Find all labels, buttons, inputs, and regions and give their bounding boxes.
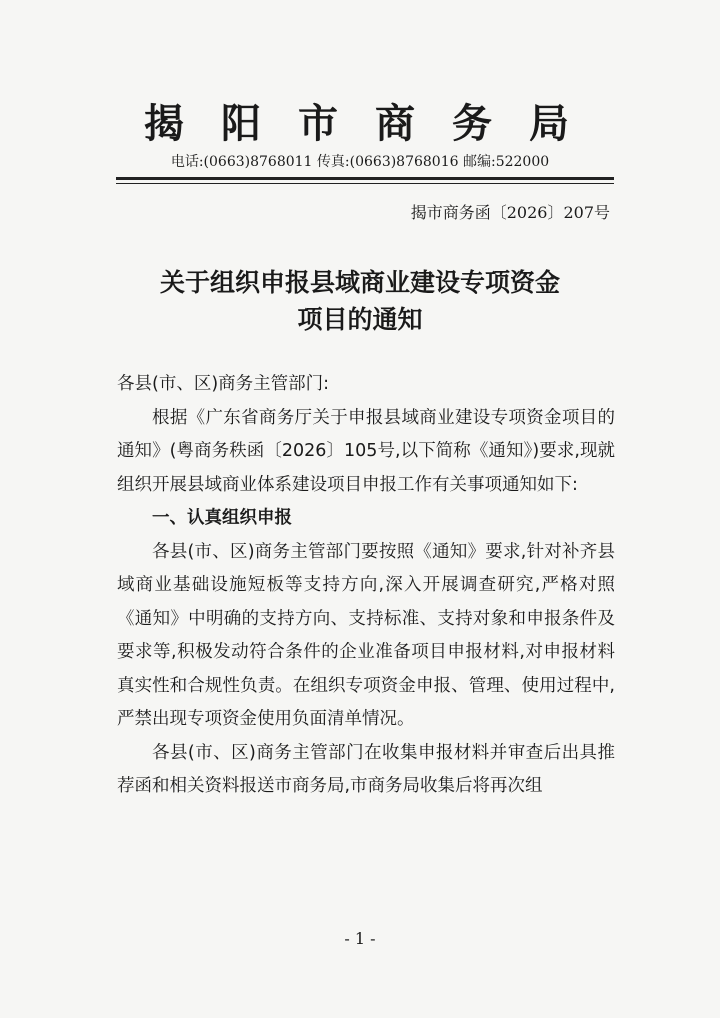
document-body (117, 368, 615, 804)
header-rule-thin (116, 183, 614, 184)
header-rule-thick (116, 177, 614, 180)
paragraph-intro: 根据《广东省商务厅关于申报县域商业建设专项资金项目的通知》(粤商务秩函〔2026〕105号,以下简称《通知》)要求,现就组织开展县域商业体系建设项目申报工作有关事项通知如下: (117, 407, 615, 495)
page-number: - 1 - (344, 929, 376, 948)
contact-line: 电话:(0663)8768011 传真:(0663)8768016 邮编:522000 (170, 154, 550, 170)
paragraph-submission: 各县(市、区)商务主管部门在收集申报材料并审查后出具推荐函和相关资料报送市商务局,市商务局收集后将再次组 (117, 742, 615, 796)
document-number: 揭市商务函〔2026〕207号 (410, 203, 610, 222)
document-title-line-2: 项目的通知 (297, 305, 423, 334)
document-title-line-1: 关于组织申报县域商业建设专项资金 (159, 268, 560, 297)
agency-name: 揭阳市商务局 (144, 100, 606, 147)
section-heading-1: 一、认真组织申报 (152, 508, 292, 528)
document-title (0, 264, 720, 338)
salutation: 各县(市、区)商务主管部门: (117, 374, 330, 394)
paragraph-section-1: 各县(市、区)商务主管部门要按照《通知》要求,针对补齐县域商业基础设施短板等支持方向,深入开展调查研究,严格对照《通知》中明确的支持方向、支持标准、支持对象和申报条件及要求等,积极发动符合条件的企业准备项目申报材料,对申报材料真实性和合规性负责。在组织专项资金申报、管理、使用过程中,严禁出现专项资金使用负面清单情况。 (117, 541, 615, 729)
